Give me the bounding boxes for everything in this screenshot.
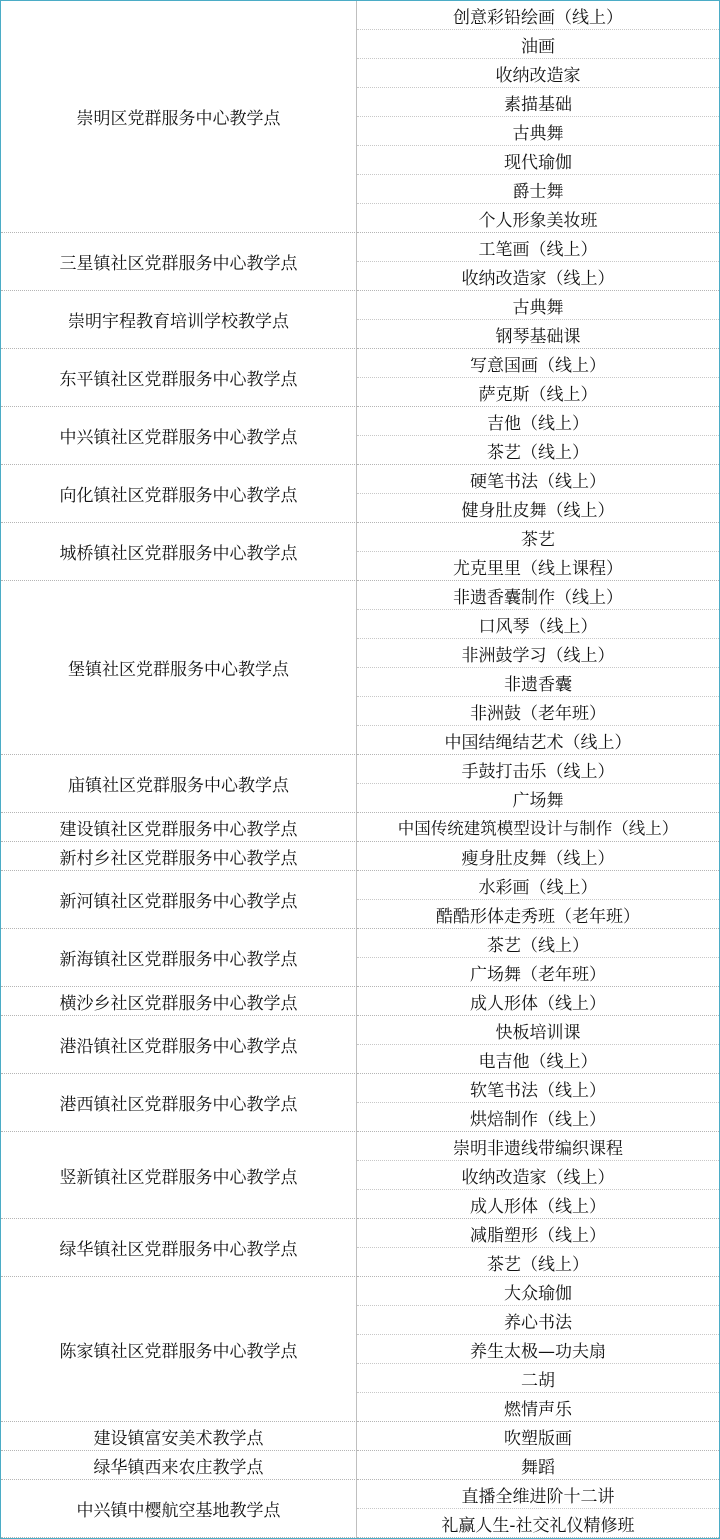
course-cell: 尤克里里（线上课程） xyxy=(357,552,719,581)
course-cell: 收纳改造家 xyxy=(357,59,719,88)
course-cell: 广场舞（老年班） xyxy=(357,958,719,987)
course-cell: 燃情声乐 xyxy=(357,1393,719,1422)
site-cell: 城桥镇社区党群服务中心教学点 xyxy=(1,523,357,581)
course-cell: 硬笔书法（线上） xyxy=(357,465,719,494)
course-cell: 崇明非遗线带编织课程 xyxy=(357,1132,719,1161)
site-cell: 东平镇社区党群服务中心教学点 xyxy=(1,349,357,407)
course-cell: 瘦身肚皮舞（线上） xyxy=(357,842,719,871)
course-cell: 收纳改造家（线上） xyxy=(357,262,719,291)
course-cell: 舞蹈 xyxy=(357,1451,719,1480)
course-cell: 爵士舞 xyxy=(357,175,719,204)
course-cell: 二胡 xyxy=(357,1364,719,1393)
site-cell: 中兴镇社区党群服务中心教学点 xyxy=(1,407,357,465)
site-cell: 中兴镇中樱航空基地教学点 xyxy=(1,1480,357,1538)
course-cell: 创意彩铅绘画（线上） xyxy=(357,1,719,30)
course-cell: 茶艺 xyxy=(357,523,719,552)
site-cell: 三星镇社区党群服务中心教学点 xyxy=(1,233,357,291)
site-cell: 绿华镇社区党群服务中心教学点 xyxy=(1,1219,357,1277)
course-cell: 中国传统建筑模型设计与制作（线上） xyxy=(357,813,719,842)
site-cell: 新村乡社区党群服务中心教学点 xyxy=(1,842,357,871)
course-cell: 茶艺（线上） xyxy=(357,1248,719,1277)
site-cell: 庙镇社区党群服务中心教学点 xyxy=(1,755,357,813)
site-cell: 崇明宇程教育培训学校教学点 xyxy=(1,291,357,349)
course-cell: 吹塑版画 xyxy=(357,1422,719,1451)
course-cell: 古典舞 xyxy=(357,291,719,320)
course-cell: 成人形体（线上） xyxy=(357,987,719,1016)
site-cell: 堡镇社区党群服务中心教学点 xyxy=(1,581,357,755)
course-cell: 茶艺（线上） xyxy=(357,436,719,465)
site-cell: 陈家镇社区党群服务中心教学点 xyxy=(1,1277,357,1422)
site-cell: 建设镇社区党群服务中心教学点 xyxy=(1,813,357,842)
course-cell: 养生太极—功夫扇 xyxy=(357,1335,719,1364)
site-cell: 向化镇社区党群服务中心教学点 xyxy=(1,465,357,523)
course-cell: 减脂塑形（线上） xyxy=(357,1219,719,1248)
course-cell: 大众瑜伽 xyxy=(357,1277,719,1306)
course-cell: 手鼓打击乐（线上） xyxy=(357,755,719,784)
site-cell: 绿华镇西来农庄教学点 xyxy=(1,1451,357,1480)
course-cell: 养心书法 xyxy=(357,1306,719,1335)
site-cell: 新海镇社区党群服务中心教学点 xyxy=(1,929,357,987)
course-cell: 礼赢人生-社交礼仪精修班 xyxy=(357,1509,719,1538)
course-cell: 酷酷形体走秀班（老年班） xyxy=(357,900,719,929)
course-cell: 工笔画（线上） xyxy=(357,233,719,262)
course-cell: 非遗香囊 xyxy=(357,668,719,697)
course-cell: 古典舞 xyxy=(357,117,719,146)
course-cell: 水彩画（线上） xyxy=(357,871,719,900)
course-cell: 中国结绳结艺术（线上） xyxy=(357,726,719,755)
table-grid xyxy=(1,1,719,1538)
site-cell: 建设镇富安美术教学点 xyxy=(1,1422,357,1451)
site-cell: 港沿镇社区党群服务中心教学点 xyxy=(1,1016,357,1074)
site-cell: 竖新镇社区党群服务中心教学点 xyxy=(1,1132,357,1219)
course-cell: 健身肚皮舞（线上） xyxy=(357,494,719,523)
course-cell: 现代瑜伽 xyxy=(357,146,719,175)
course-cell: 快板培训课 xyxy=(357,1016,719,1045)
site-cell: 横沙乡社区党群服务中心教学点 xyxy=(1,987,357,1016)
course-cell: 非洲鼓（老年班） xyxy=(357,697,719,726)
course-cell: 收纳改造家（线上） xyxy=(357,1161,719,1190)
course-cell: 电吉他（线上） xyxy=(357,1045,719,1074)
site-cell: 崇明区党群服务中心教学点 xyxy=(1,1,357,233)
course-cell: 直播全维进阶十二讲 xyxy=(357,1480,719,1509)
course-cell: 吉他（线上） xyxy=(357,407,719,436)
course-cell: 萨克斯（线上） xyxy=(357,378,719,407)
course-cell: 素描基础 xyxy=(357,88,719,117)
course-cell: 非洲鼓学习（线上） xyxy=(357,639,719,668)
course-cell: 写意国画（线上） xyxy=(357,349,719,378)
site-cell: 新河镇社区党群服务中心教学点 xyxy=(1,871,357,929)
course-cell: 广场舞 xyxy=(357,784,719,813)
course-cell: 油画 xyxy=(357,30,719,59)
course-cell: 个人形象美妆班 xyxy=(357,204,719,233)
course-cell: 口风琴（线上） xyxy=(357,610,719,639)
course-cell: 非遗香囊制作（线上） xyxy=(357,581,719,610)
course-cell: 钢琴基础课 xyxy=(357,320,719,349)
site-cell: 港西镇社区党群服务中心教学点 xyxy=(1,1074,357,1132)
course-cell: 成人形体（线上） xyxy=(357,1190,719,1219)
course-cell: 烘焙制作（线上） xyxy=(357,1103,719,1132)
course-cell: 软笔书法（线上） xyxy=(357,1074,719,1103)
course-cell: 茶艺（线上） xyxy=(357,929,719,958)
